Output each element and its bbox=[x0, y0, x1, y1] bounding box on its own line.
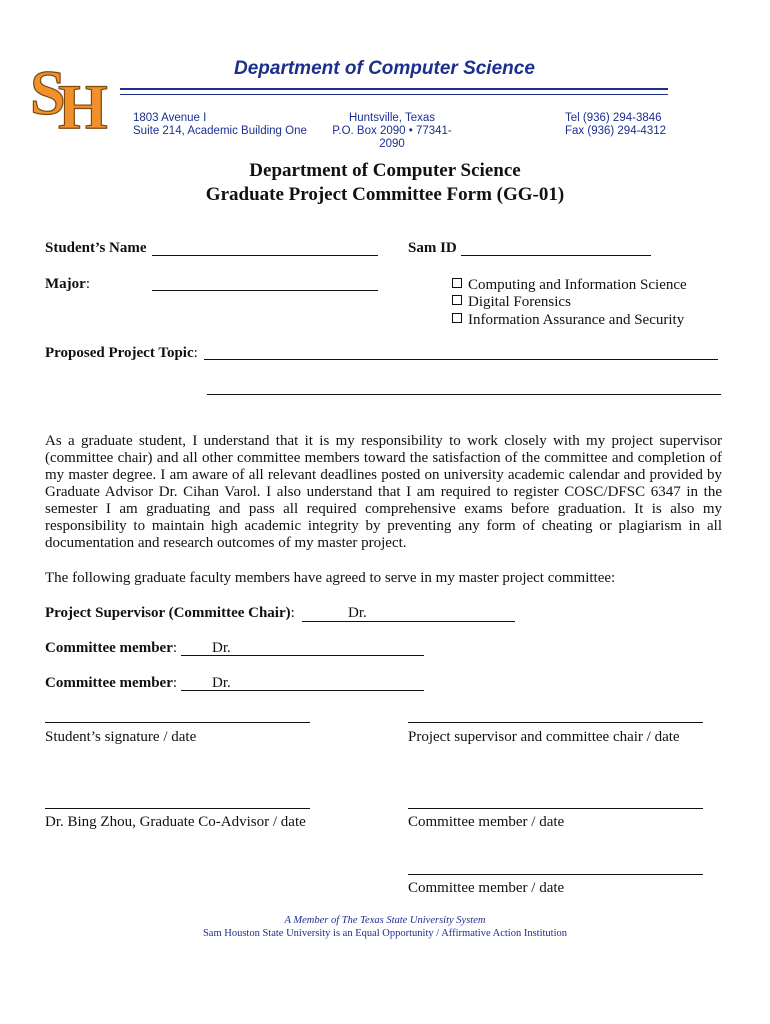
sam-id-label: Sam ID bbox=[408, 240, 457, 256]
svg-text:H: H bbox=[58, 71, 108, 130]
supervisor-label-group: Project Supervisor (Committee Chair): bbox=[45, 605, 295, 621]
supervisor-signature-line[interactable] bbox=[408, 722, 703, 723]
member1-dr: Dr. bbox=[212, 640, 231, 656]
supervisor-signature-label: Project supervisor and committee chair / date bbox=[408, 729, 680, 745]
major-field[interactable] bbox=[152, 290, 378, 291]
topic-field-line-1[interactable] bbox=[204, 359, 718, 360]
svg-text:S: S bbox=[30, 57, 66, 128]
major-label: Major bbox=[45, 276, 86, 292]
member-b-signature-label: Committee member / date bbox=[408, 880, 565, 896]
sam-id-field[interactable] bbox=[461, 255, 651, 256]
member1-label: Committee member bbox=[45, 640, 173, 656]
member1-label-group: Committee member: bbox=[45, 640, 178, 656]
major-colon: : bbox=[85, 276, 90, 292]
topic-field-line-2[interactable] bbox=[207, 394, 721, 395]
student-name-label: Student’s Name bbox=[45, 240, 147, 256]
committee-intro: The following graduate faculty members have agreed to serve in my master project committee: bbox=[45, 570, 616, 586]
address-phone: Tel (936) 294-3846 Fax (936) 294-4312 bbox=[565, 112, 667, 137]
topic-label: Proposed Project Topic bbox=[45, 345, 194, 361]
member2-label: Committee member bbox=[45, 675, 173, 691]
major-option-cis[interactable]: Computing and Information Science bbox=[452, 276, 687, 294]
topic-colon: : bbox=[193, 345, 198, 361]
major-option-df[interactable]: Digital Forensics bbox=[452, 293, 571, 311]
member2-label-group: Committee member: bbox=[45, 675, 178, 691]
student-name-field[interactable] bbox=[152, 255, 378, 256]
supervisor-dr: Dr. bbox=[348, 605, 367, 621]
letterhead-department: Department of Computer Science bbox=[234, 58, 535, 79]
checkbox-icon[interactable] bbox=[452, 313, 462, 323]
responsibility-statement: As a graduate student, I understand that it is my responsibility to work closely with my project supervisor (committee chair) and all other committee members toward the satisfaction of the committee and completion of my master degree. I am aware of all relevant deadlines posted on university academic calendar and provided by Graduate Advisor Dr. Cihan Varol. I also understand that I am required to register COSC/DFSC 6347 in the semester I am graduating and pass all required comprehensive exams before graduation. It is also my responsibility to maintain high academic integrity by preventing any form of cheating or plagiarism in all documentation and research outcomes of my master project. bbox=[45, 433, 722, 551]
letterhead-rule bbox=[120, 88, 668, 95]
checkbox-icon[interactable] bbox=[452, 295, 462, 305]
address-street: 1803 Avenue I Suite 214, Academic Building One bbox=[133, 112, 307, 137]
topic-label-group bbox=[45, 345, 198, 362]
checkbox-icon[interactable] bbox=[452, 278, 462, 288]
form-title: Graduate Project Committee Form (GG-01) bbox=[205, 184, 565, 205]
supervisor-field[interactable] bbox=[302, 621, 515, 622]
coadvisor-signature-line[interactable] bbox=[45, 808, 310, 809]
member-b-signature-line[interactable] bbox=[408, 874, 703, 875]
coadvisor-signature-label: Dr. Bing Zhou, Graduate Co-Advisor / date bbox=[45, 814, 306, 830]
address-city: Huntsville, Texas P.O. Box 2090 • 77341-2090 bbox=[332, 112, 452, 150]
member-a-signature-label: Committee member / date bbox=[408, 814, 565, 830]
shsu-logo bbox=[30, 54, 108, 130]
footer-system: A Member of The Texas State University System bbox=[284, 915, 486, 926]
major-label-group bbox=[45, 276, 90, 293]
form-title-department: Department of Computer Science bbox=[249, 160, 521, 181]
supervisor-label: Project Supervisor (Committee Chair) bbox=[45, 605, 291, 621]
student-signature-line[interactable] bbox=[45, 722, 310, 723]
major-option-ias[interactable]: Information Assurance and Security bbox=[452, 311, 684, 329]
footer-eeo: Sam Houston State University is an Equal Opportunity / Affirmative Action Institution bbox=[202, 928, 568, 939]
student-signature-label: Student’s signature / date bbox=[45, 729, 197, 745]
member2-dr: Dr. bbox=[212, 675, 231, 691]
member-a-signature-line[interactable] bbox=[408, 808, 703, 809]
